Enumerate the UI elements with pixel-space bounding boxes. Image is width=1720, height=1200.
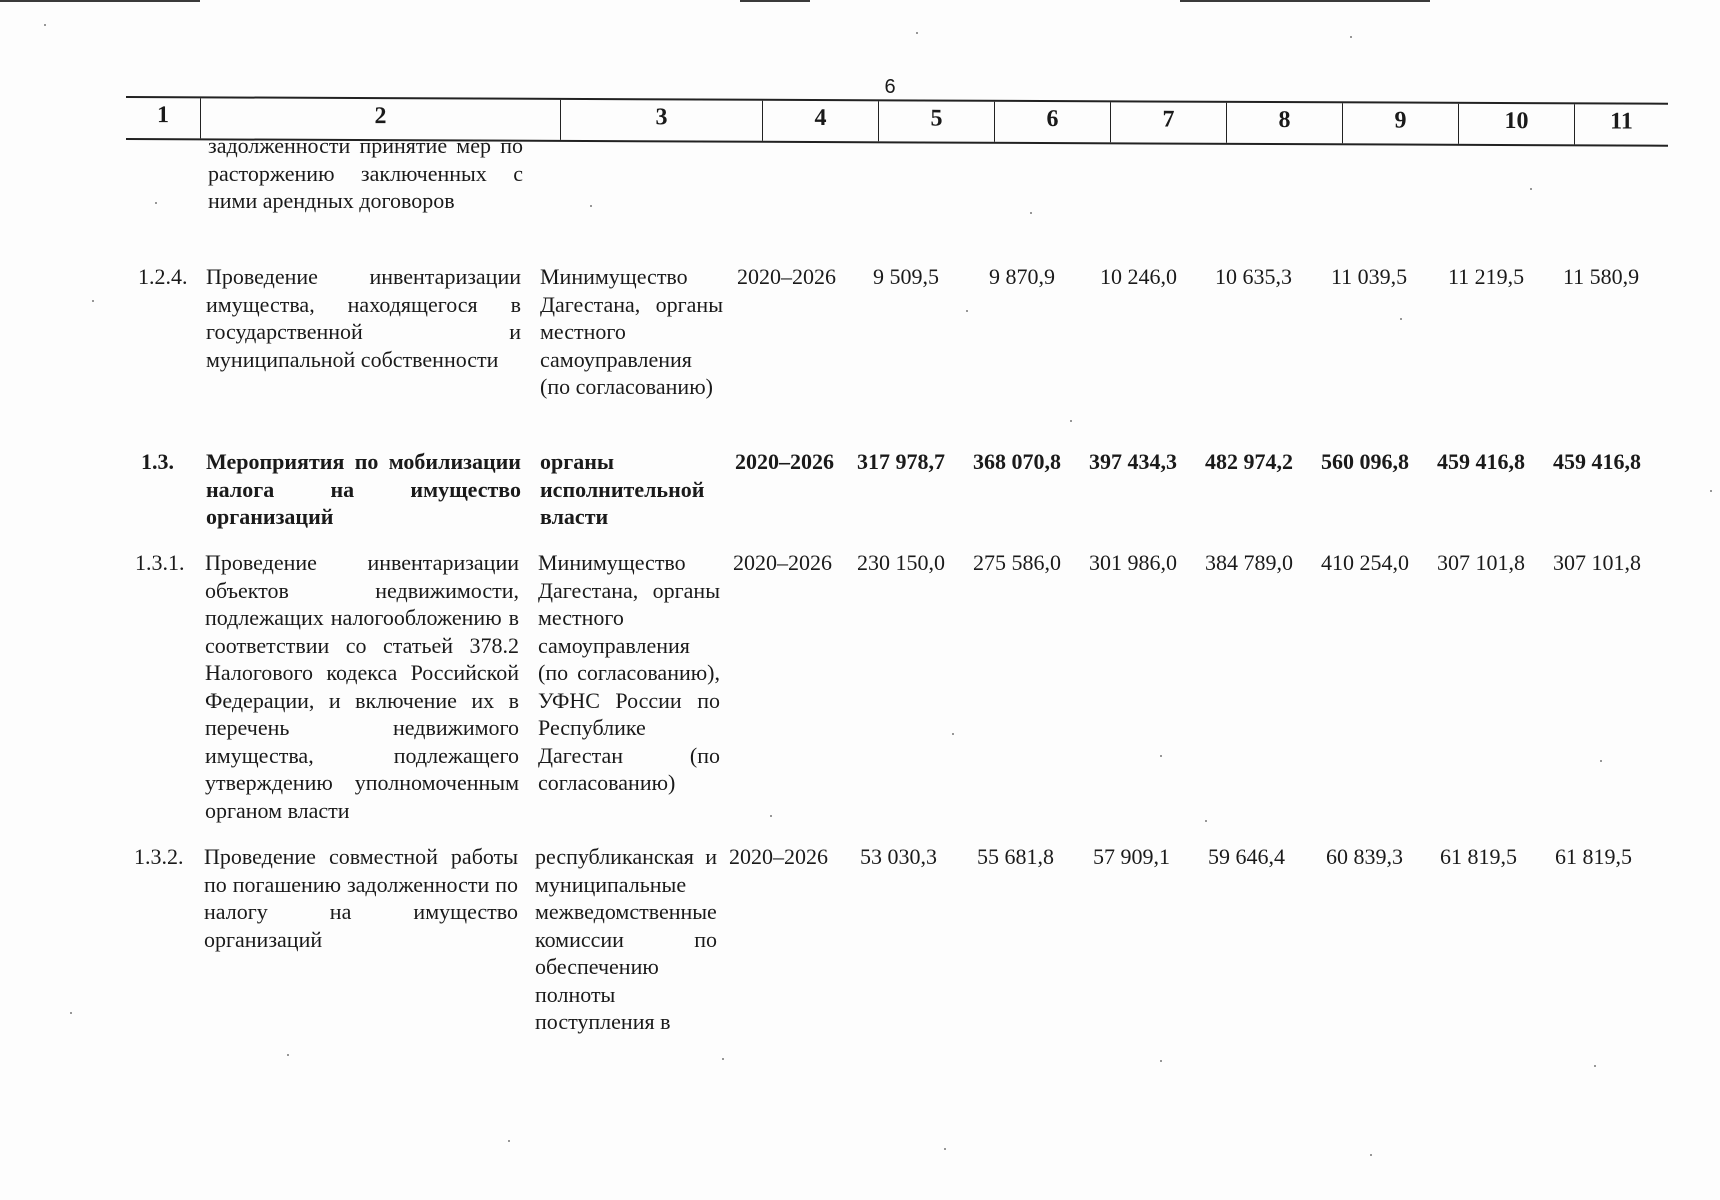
scan-speck (92, 300, 94, 302)
scan-speck (1070, 420, 1072, 422)
row-value: 459 416,8 (1437, 449, 1525, 474)
row-value: 60 839,3 (1326, 844, 1403, 869)
row-value: 11 039,5 (1331, 264, 1408, 289)
row-description: Проведение совместной работы по погашению задолженности по налогу на имущество организаций (204, 844, 518, 952)
row-period: 2020–2026 (737, 264, 836, 289)
row-value: 230 150,0 (857, 550, 945, 575)
row-value: 10 635,3 (1215, 264, 1292, 289)
scan-speck (70, 1012, 72, 1014)
scan-speck (966, 310, 968, 312)
row-value: 53 030,3 (860, 844, 937, 869)
row-executor: Минимущество Дагестана, органы местного самоуправления (по согласованию), УФНС России по Республике Дагестан (по согласованию) (538, 550, 720, 795)
row-value: 10 246,0 (1100, 264, 1177, 289)
row-value: 307 101,8 (1437, 550, 1525, 575)
row-value: 61 819,5 (1440, 844, 1517, 869)
column-header: 1 (157, 102, 169, 129)
scan-speck (1594, 1065, 1596, 1067)
scan-speck (1030, 212, 1032, 214)
row-period: 2020–2026 (729, 844, 828, 869)
row-executor: органы исполнительной власти (540, 449, 705, 529)
row-description: задолженности принятие мер по расторжению заключенных с ними арендных договоров (208, 133, 523, 213)
column-header: 9 (1342, 103, 1458, 144)
row-value: 59 646,4 (1208, 844, 1285, 869)
row-value: 368 070,8 (973, 449, 1061, 474)
scan-speck (952, 733, 954, 735)
scan-speck (916, 32, 918, 34)
scan-speck (1160, 755, 1162, 757)
scan-speck (1350, 36, 1352, 38)
row-value: 560 096,8 (1321, 449, 1409, 474)
row-value: 410 254,0 (1321, 550, 1409, 575)
row-value: 459 416,8 (1553, 449, 1641, 474)
scan-speck (287, 1054, 289, 1056)
column-header: 2 (200, 98, 560, 140)
row-value: 301 986,0 (1089, 550, 1177, 575)
scan-speck (508, 1140, 510, 1142)
row-description: Проведение инвентаризации имущества, находящегося в государственной и муниципальной собственности (206, 264, 521, 372)
row-value: 55 681,8 (977, 844, 1054, 869)
row-value: 317 978,7 (857, 449, 945, 474)
scan-speck (944, 1148, 946, 1150)
row-value: 11 219,5 (1448, 264, 1525, 289)
row-value: 275 586,0 (973, 550, 1061, 575)
scan-speck (590, 205, 592, 207)
column-header: 6 (994, 102, 1110, 143)
row-value: 57 909,1 (1093, 844, 1170, 869)
row-value: 9 509,5 (873, 264, 939, 289)
column-header: 11 (1574, 104, 1668, 144)
column-header: 8 (1226, 103, 1342, 144)
row-id: 1.3.1. (135, 550, 185, 575)
scan-speck (1530, 188, 1532, 190)
row-id: 1.3.2. (134, 844, 184, 869)
scan-speck (1205, 820, 1207, 822)
row-value: 11 580,9 (1563, 264, 1640, 289)
scan-speck (1160, 1060, 1162, 1062)
column-header: 7 (1110, 102, 1226, 143)
scan-speck (1370, 1154, 1372, 1156)
row-value: 384 789,0 (1205, 550, 1293, 575)
row-value: 482 974,2 (1205, 449, 1293, 474)
scan-speck (722, 1058, 724, 1060)
row-value: 9 870,9 (989, 264, 1055, 289)
scan-speck (1600, 760, 1602, 762)
row-value: 307 101,8 (1553, 550, 1641, 575)
page-number: 6 (884, 76, 896, 98)
column-header: 10 (1458, 104, 1574, 145)
row-description: Мероприятия по мобилизации налога на имущество организаций (206, 449, 521, 529)
column-header: 5 (878, 101, 994, 142)
row-executor: Минимущество Дагестана, органы местного самоуправления (по согласованию) (540, 264, 723, 399)
scan-speck (155, 202, 157, 204)
row-description: Проведение инвентаризации объектов недвижимости, подлежащих налогообложению в соответствии со статьей 378.2 Налогового кодекса Российской Федерации, и включение их в перечень недвижимого имущества, подлежащего утверждению уполномоченным органом власти (205, 550, 519, 823)
row-value: 61 819,5 (1555, 844, 1632, 869)
row-period: 2020–2026 (733, 550, 832, 575)
row-id: 1.3. (141, 449, 174, 474)
row-id: 1.2.4. (138, 264, 188, 289)
scan-speck (44, 24, 46, 26)
column-header: 3 (560, 100, 762, 141)
scan-speck (1400, 318, 1402, 320)
scan-speck (770, 815, 772, 817)
row-executor: республиканская и муниципальные межведомственные комиссии по обеспечению полноты поступления в (535, 844, 717, 1034)
row-value: 397 434,3 (1089, 449, 1177, 474)
scan-speck (1710, 490, 1712, 492)
column-header: 4 (762, 101, 878, 142)
row-period: 2020–2026 (735, 449, 834, 474)
